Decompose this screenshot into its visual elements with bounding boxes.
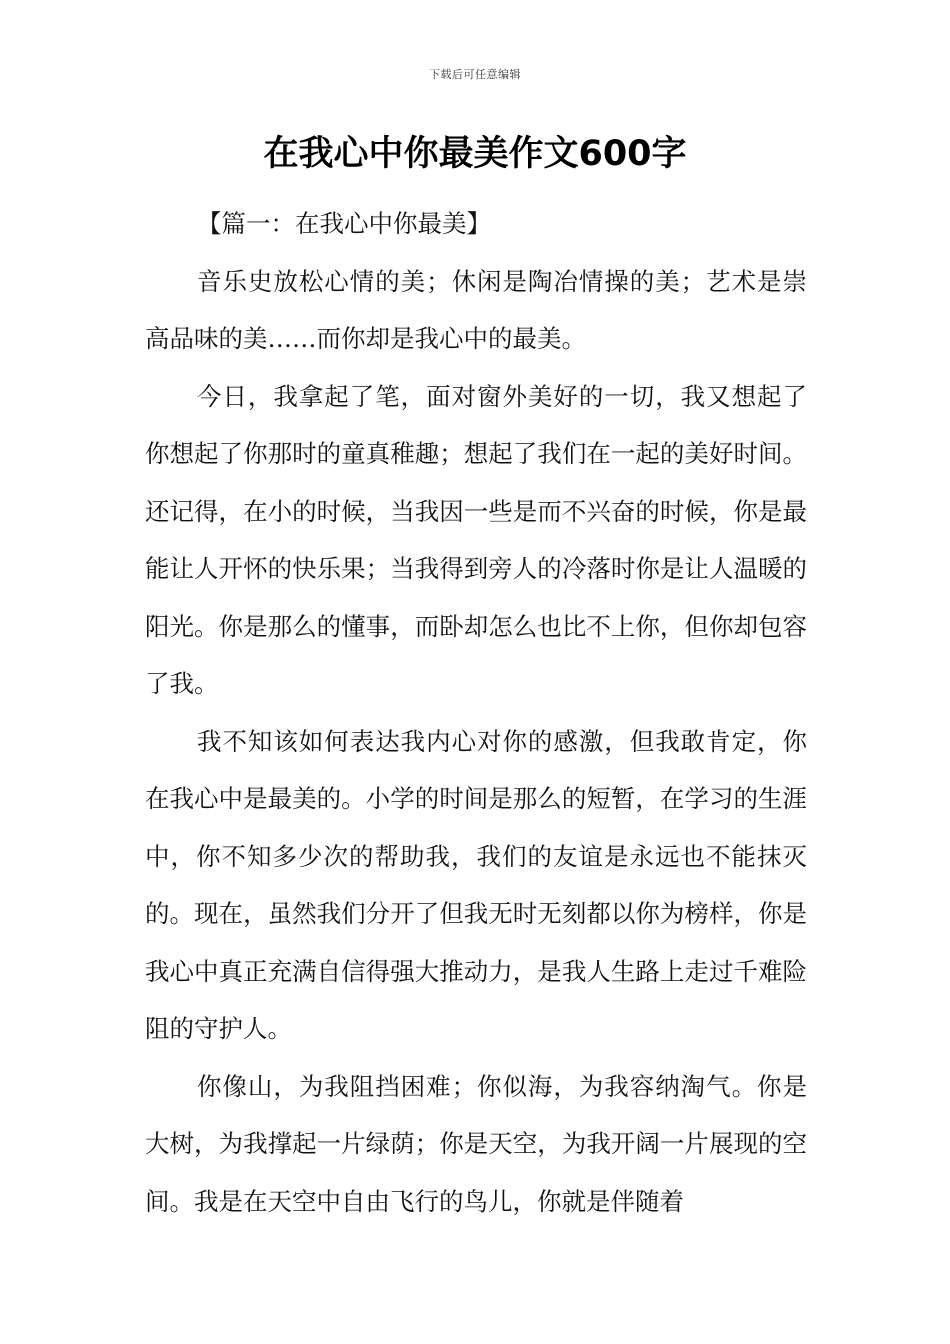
paragraph-1: 音乐史放松心情的美；休闲是陶冶情操的美；艺术是崇高品味的美……而你却是我心中的最美。	[145, 266, 807, 353]
paragraph-4: 你像山，为我阻挡困难；你似海，为我容纳淘气。你是大树，为我撑起一片绿荫；你是天空，为我开阔一片展现的空间。我是在天空中自由飞行的鸟儿，你就是伴随着	[145, 1071, 807, 1216]
document-title: 在我心中你最美作文600字	[263, 134, 687, 174]
document-body	[145, 195, 807, 1230]
page-header-note: 下载后可任意编辑	[429, 68, 521, 81]
paragraph-3: 我不知该如何表达我内心对你的感激，但我敢肯定，你在我心中是最美的。小学的时间是那么的短暂，在学习的生涯中，你不知多少次的帮助我，我们的友谊是永远也不能抹灭的。现在，虽然我们分开了但我无时无刻都以你为榜样，你是我心中真正充满自信得强大推动力，是我人生路上走过千难险阻的守护人。	[145, 726, 807, 1043]
paragraph-2: 今日，我拿起了笔，面对窗外美好的一切，我又想起了你想起了你那时的童真稚趣；想起了我们在一起的美好时间。还记得，在小的时候，当我因一些是而不兴奋的时候，你是最能让人开怀的快乐果；当我得到旁人的冷落时你是让人温暖的阳光。你是那么的懂事，而卧却怎么也比不上你，但你却包容了我。	[145, 381, 807, 698]
section-heading: 【篇一：在我心中你最美】	[197, 209, 491, 238]
